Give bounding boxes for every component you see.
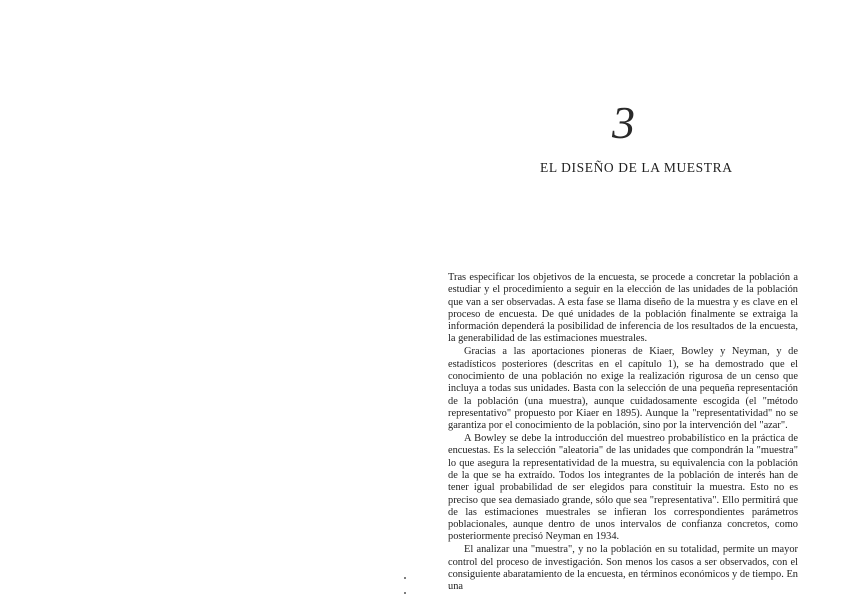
chapter-title: EL DISEÑO DE LA MUESTRA: [540, 160, 733, 175]
paragraph: El analizar una "muestra", y no la población en su totalidad, permite un mayor control del proceso de investigación. Son menos los casos a ser observados, con el consiguiente abaratamiento de la encuesta, en términos económicos y de tiempo. En una: [448, 544, 798, 593]
paragraph: A Bowley se debe la introducción del muestreo probabilístico en la práctica de encuestas. Es la selección "aleatoria" de las unidades que compondrán la "muestra" lo que asegura la representatividad de la muestra, su equivalencia con la población de la que se ha extraído. Todos los integrantes de la población de interés han de tener igual probabilidad de ser elegidos para constituir la muestra. Esto no es preciso que sea demasiado grande, sólo que sea "representativa". Ello permitirá que de las estimaciones muestrales se infieran los correspondientes parámetros poblacionales, aunque dentro de unos intervalos de confianza concretos, como posteriormente precisó Neyman en 1934.: [448, 433, 798, 543]
paragraph: Tras especificar los objetivos de la encuesta, se procede a concretar la población a estudiar y el procedimiento a seguir en la elección de las unidades de la población que van a ser observadas. A esta fase se llama diseño de la muestra y es clave en el proceso de encuesta. De qué unidades de la población finalmente se extraiga la información dependerá la posibilidad de inferencia de los resultados de la encuesta, la generabilidad de las estimaciones muestrales.: [448, 272, 798, 345]
chapter-number: 3: [612, 97, 633, 148]
scan-artifact-dot: [404, 592, 406, 594]
scan-artifact-dot: [404, 577, 406, 579]
paragraph: Gracias a las aportaciones pioneras de Kiaer, Bowley y Neyman, y de estadísticos posteriores (descritas en el capítulo 1), se ha demostrado que el conocimiento de una población no exige la realización rigurosa de un censo que incluya a todas sus unidades. Basta con la selección de una pequeña representación de la población (una muestra), aunque cuidadosamente escogida (el "método representativo" propuesto por Kiaer en 1895). Aunque la "representatividad" no se garantiza por el conocimiento de la población, sino por la intervención del "azar".: [448, 346, 798, 432]
chapter-body: [448, 272, 798, 594]
